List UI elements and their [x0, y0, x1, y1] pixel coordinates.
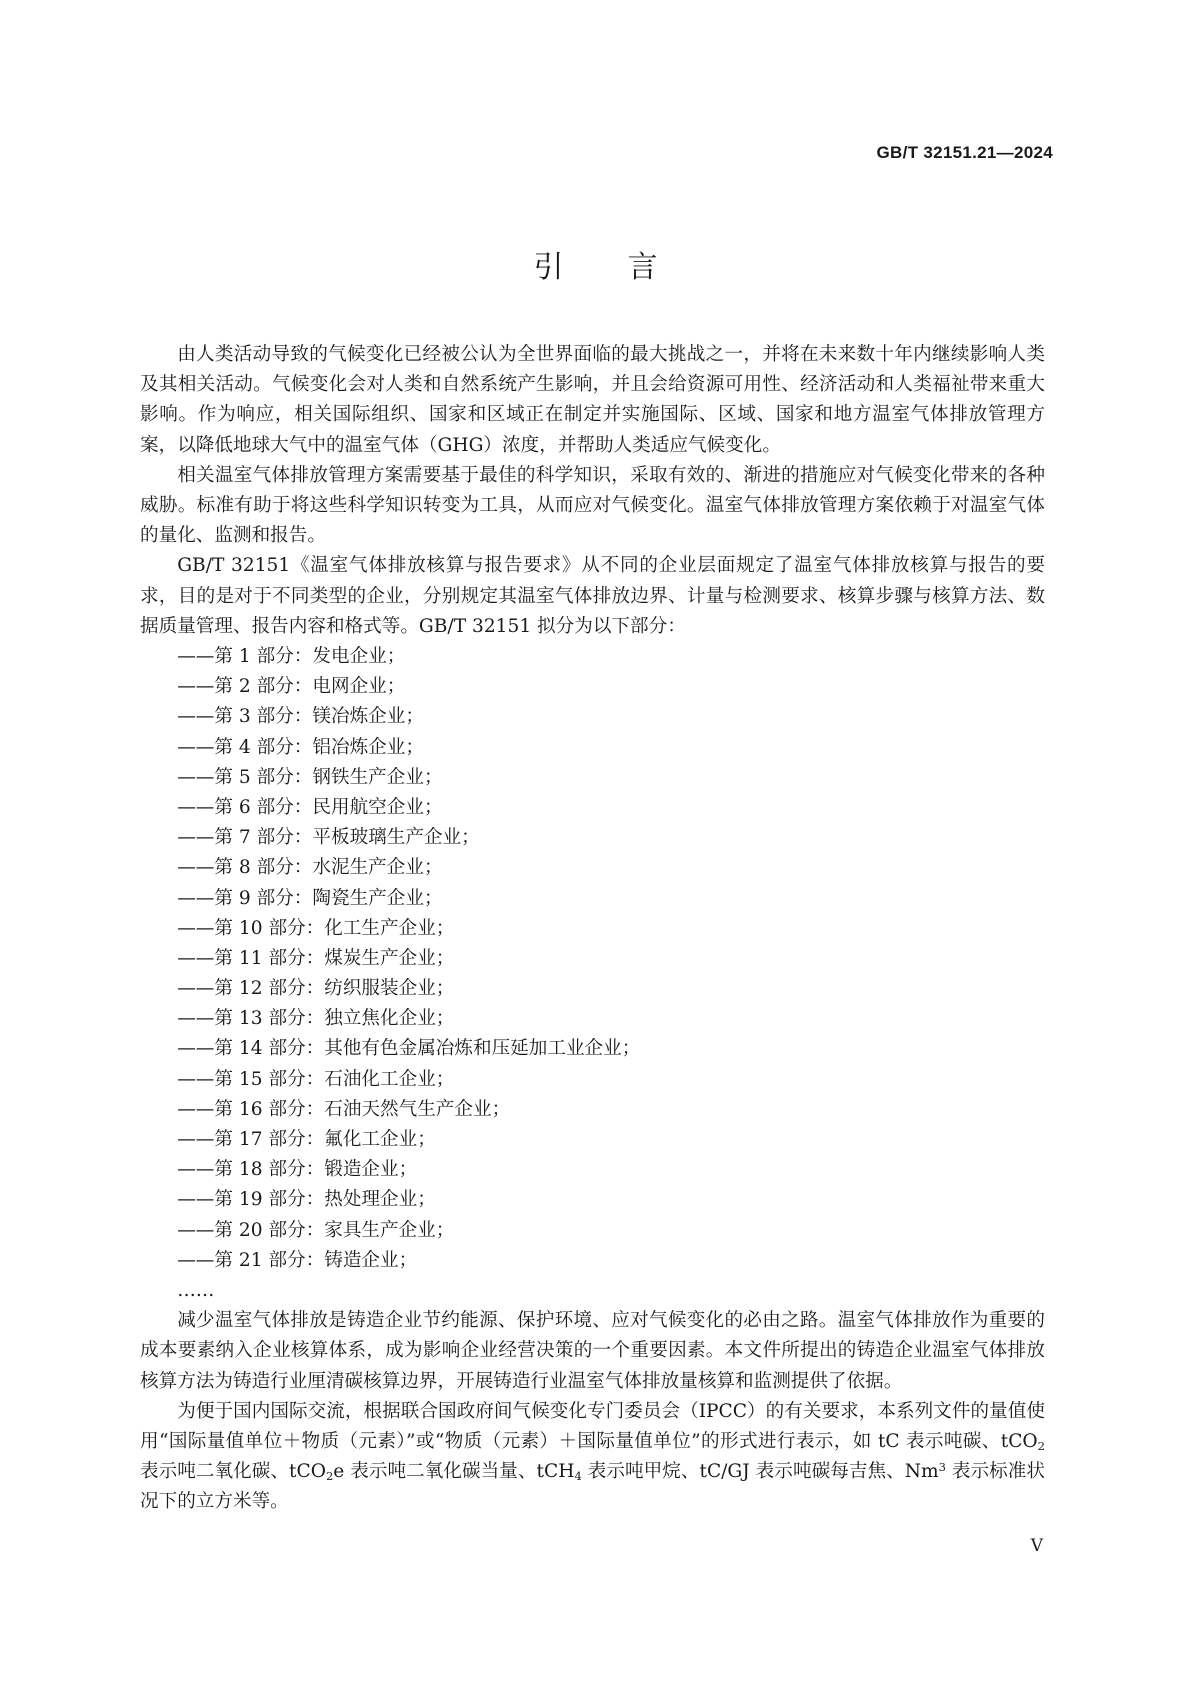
- parts-list-item: ——第 7 部分：平板玻璃生产企业；: [177, 827, 480, 849]
- parts-list-item: ——第 17 部分：氟化工企业；: [177, 1129, 436, 1151]
- body-content: [140, 340, 1045, 1518]
- parts-list: [140, 642, 1045, 1276]
- units-text: 表示吨二氧化碳、tCO: [140, 1461, 326, 1483]
- units-text: 表示吨甲烷、tC/GJ 表示吨碳每吉焦、Nm: [581, 1461, 939, 1483]
- paragraph-casting-emissions: 减少温室气体排放是铸造企业节约能源、保护环境、应对气候变化的必由之路。温室气体排放作为重要的成本要素纳入企业核算体系，成为影响企业经营决策的一个重要因素。本文件所提出的铸造企业温室气体排放核算方法为铸造行业厘清碳核算边界，开展铸造行业温室气体排放量核算和监测提供了依据。: [140, 1310, 1045, 1392]
- superscript: 3: [938, 1460, 946, 1475]
- parts-list-item: ——第 12 部分：纺织服装企业；: [177, 978, 455, 1000]
- parts-list-item: ——第 8 部分：水泥生产企业；: [177, 857, 443, 879]
- parts-list-item: ——第 16 部分：石油天然气生产企业；: [177, 1098, 511, 1120]
- parts-list-item: ——第 10 部分：化工生产企业；: [177, 917, 455, 939]
- parts-list-item: ——第 6 部分：民用航空企业；: [177, 796, 443, 818]
- paragraph-units-notation: [140, 1397, 1045, 1518]
- parts-list-item: ——第 18 部分：锻造企业；: [177, 1159, 418, 1181]
- units-text: e 表示吨二氧化碳当量、tCH: [333, 1461, 575, 1483]
- parts-list-item: ——第 20 部分：家具生产企业；: [177, 1219, 455, 1241]
- paragraph-management-scheme: 相关温室气体排放管理方案需要基于最佳的科学知识，采取有效的、渐进的措施应对气候变化带来的各种威胁。标准有助于将这些科学知识转变为工具，从而应对气候变化。温室气体排放管理方案依赖于对温室气体的量化、监测和报告。: [140, 464, 1045, 547]
- units-text: 表示标准状况下的立方米等。: [140, 1461, 1045, 1513]
- parts-list-ellipsis: ……: [177, 1279, 215, 1301]
- standard-code: GB/T 32151.21—2024: [876, 143, 1053, 162]
- paragraph-intro: 由人类活动导致的气候变化已经被公认为全世界面临的最大挑战之一，并将在未来数十年内继续影响人类及其相关活动。气候变化会对人类和自然系统产生影响，并且会给资源可用性、经济活动和人类福祉带来重大影响。作为响应，相关国际组织、国家和区域正在制定并实施国际、区域、国家和地方温室气体排放管理方案，以降低地球大气中的温室气体（GHG）浓度，并帮助人类适应气候变化。: [140, 344, 1045, 456]
- parts-list-item: ——第 19 部分：热处理企业；: [177, 1189, 436, 1211]
- parts-list-item: ——第 4 部分：铝冶炼企业；: [177, 736, 424, 758]
- units-text: 为便于国内国际交流，根据联合国政府间气候变化专门委员会（IPCC）的有关要求，本系列文件的量值使用“国际量值单位＋物质（元素）”或“物质（元素）＋国际量值单位”的形式进行表示，如 tC 表示吨碳、tCO: [140, 1400, 1045, 1452]
- parts-list-item: ——第 21 部分：铸造企业；: [177, 1249, 418, 1271]
- page-title: 引言: [533, 250, 722, 285]
- subscript: 4: [574, 1469, 582, 1484]
- parts-list-item: ——第 13 部分：独立焦化企业；: [177, 1008, 455, 1030]
- subscript: 2: [1037, 1438, 1045, 1453]
- subscript: 2: [325, 1469, 334, 1484]
- page-number: V: [1030, 1536, 1043, 1556]
- parts-list-item: ——第 2 部分：电网企业；: [177, 676, 406, 698]
- parts-list-item: ——第 11 部分：煤炭生产企业；: [177, 947, 455, 969]
- parts-list-item: ——第 9 部分：陶瓷生产企业；: [177, 887, 443, 909]
- parts-list-item: ——第 5 部分：钢铁生产企业；: [177, 766, 443, 788]
- parts-list-item: ——第 14 部分：其他有色金属冶炼和压延加工业企业；: [177, 1038, 641, 1060]
- parts-list-item: ——第 15 部分：石油化工企业；: [177, 1068, 455, 1090]
- parts-list-item: ——第 3 部分：镁冶炼企业；: [177, 706, 424, 728]
- parts-list-item: ——第 1 部分：发电企业；: [177, 646, 406, 668]
- paragraph-series-scope: GB/T 32151《温室气体排放核算与报告要求》从不同的企业层面规定了温室气体排放核算与报告的要求，目的是对于不同类型的企业，分别规定其温室气体排放边界、计量与检测要求、核算步骤与核算方法、数据质量管理、报告内容和格式等。GB/T 32151 拟分为以下部分：: [140, 555, 1045, 637]
